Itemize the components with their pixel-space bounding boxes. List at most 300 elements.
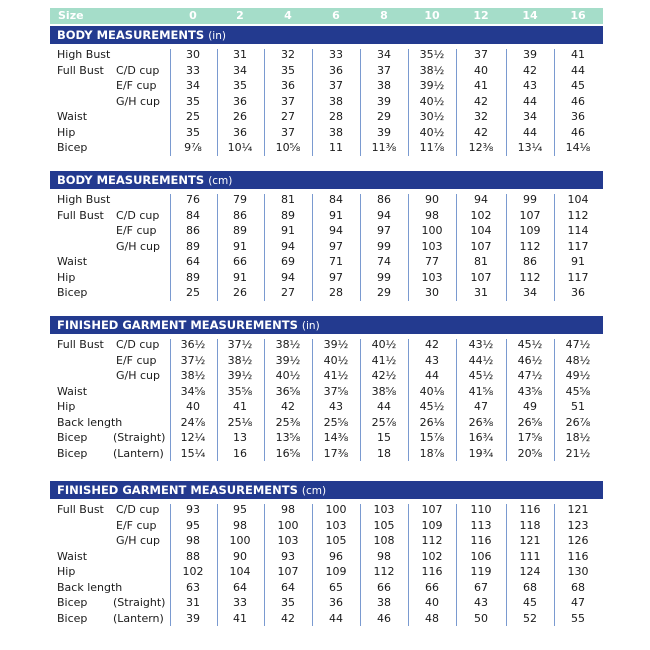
table-cell: 13 (233, 431, 247, 444)
row-label: High Bust (57, 193, 111, 206)
table-cell: 39½ (275, 353, 301, 367)
table-cell: 105 (373, 518, 395, 532)
table-cell: 81 (281, 193, 295, 206)
table-cell: 33 (233, 596, 247, 609)
table-cell: 41⅝ (468, 384, 494, 398)
section-unit: (in) (301, 320, 320, 332)
table-cell: 112 (567, 208, 589, 222)
table-cell: 51 (571, 400, 585, 413)
row-label: Hip (57, 125, 76, 139)
table-cell: 43 (425, 353, 439, 367)
table-cell: 40½ (275, 369, 301, 382)
section-header (50, 171, 603, 189)
row-label: Hip (57, 400, 76, 413)
table-cell: 11 (329, 141, 343, 154)
table-cell: 45 (571, 79, 585, 92)
table-cell: 94 (281, 270, 295, 284)
size-header-label: Size (58, 9, 84, 22)
table-cell: 47½ (517, 369, 543, 382)
size-header-8: 8 (380, 9, 388, 22)
table-cell: 104 (567, 193, 589, 206)
row-label: Full Bust (57, 338, 104, 351)
table-cell: 36½ (180, 338, 206, 351)
table-cell: 20⅝ (517, 446, 543, 460)
column-divider (554, 194, 555, 301)
row-label: Bicep (57, 611, 88, 625)
table-cell: 25⅜ (275, 415, 301, 429)
table-cell: 41½ (371, 353, 397, 367)
column-divider (554, 339, 555, 461)
table-cell: 37 (377, 63, 391, 77)
table-cell: 39 (377, 94, 391, 108)
table-cell: 43½ (468, 338, 494, 351)
table-cell: 39 (523, 48, 537, 61)
table-cell: 38 (329, 94, 343, 108)
table-cell: 116 (567, 549, 589, 563)
table-cell: 43⅝ (517, 384, 543, 398)
table-cell: 44½ (468, 353, 494, 367)
table-cell: 10⅝ (275, 141, 301, 154)
table-cell: 91 (281, 224, 295, 237)
table-cell: 113 (470, 518, 492, 532)
table-cell: 43 (329, 400, 343, 413)
table-cell: 37 (281, 94, 295, 108)
table-cell: 31 (474, 286, 488, 299)
table-cell: 89 (233, 224, 247, 237)
table-cell: 100 (325, 503, 347, 516)
section-header (50, 316, 603, 334)
table-cell: 96 (329, 549, 343, 563)
table-cell: 30½ (419, 110, 445, 123)
column-divider (408, 504, 409, 626)
row-sublabel: C/D cup (116, 208, 160, 222)
table-cell: 94 (474, 193, 488, 206)
row-label: Hip (57, 565, 76, 578)
table-cell: 106 (470, 549, 492, 563)
table-cell: 81 (474, 255, 488, 268)
table-cell: 39 (186, 611, 200, 625)
table-cell: 94 (281, 239, 295, 253)
table-cell: 110 (470, 503, 492, 516)
column-divider (264, 49, 265, 156)
table-cell: 35 (186, 94, 200, 108)
table-cell: 26⅝ (517, 415, 543, 429)
table-cell: 18 (377, 446, 391, 460)
table-cell: 43 (523, 79, 537, 92)
table-cell: 98 (186, 534, 200, 547)
table-cell: 35 (281, 596, 295, 609)
size-header-10: 10 (424, 9, 440, 22)
section-header (50, 481, 603, 499)
table-cell: 26⅛ (419, 415, 445, 429)
table-cell: 91 (329, 208, 343, 222)
column-divider (456, 194, 457, 301)
table-cell: 84 (186, 208, 200, 222)
table-cell: 103 (421, 239, 443, 253)
table-cell: 40½ (371, 338, 397, 351)
table-cell: 94 (329, 224, 343, 237)
table-cell: 91 (233, 239, 247, 253)
column-divider (408, 194, 409, 301)
row-label: Full Bust (57, 208, 104, 222)
table-cell: 111 (519, 549, 541, 563)
table-cell: 99 (377, 270, 391, 284)
table-cell: 109 (519, 224, 541, 237)
row-sublabel: G/H cup (116, 369, 160, 382)
section-title: BODY MEASUREMENTS (57, 28, 205, 42)
table-cell: 116 (470, 534, 492, 547)
table-cell: 97 (377, 224, 391, 237)
table-cell: 32 (474, 110, 488, 123)
row-label: High Bust (57, 48, 111, 61)
table-cell: 32 (281, 48, 295, 61)
table-cell: 112 (421, 534, 443, 547)
table-cell: 29 (377, 286, 391, 299)
column-divider (554, 504, 555, 626)
table-cell: 121 (567, 503, 589, 516)
table-cell: 64 (233, 580, 247, 594)
table-cell: 44 (571, 63, 585, 77)
column-divider (312, 49, 313, 156)
row-sublabel: (Straight) (113, 431, 166, 444)
table-cell: 44 (425, 369, 439, 382)
table-cell: 40½ (323, 353, 349, 367)
table-cell: 116 (519, 503, 541, 516)
table-cell: 16⅝ (275, 446, 301, 460)
table-cell: 35⅝ (227, 384, 253, 398)
table-cell: 107 (470, 239, 492, 253)
table-cell: 38⅝ (371, 384, 397, 398)
table-cell: 40 (186, 400, 200, 413)
table-cell: 33 (186, 63, 200, 77)
row-sublabel: E/F cup (116, 353, 157, 367)
table-cell: 36 (329, 63, 343, 77)
table-cell: 35 (281, 63, 295, 77)
table-cell: 17⅜ (323, 446, 349, 460)
table-cell: 37½ (180, 353, 206, 367)
row-sublabel: (Lantern) (113, 611, 164, 625)
table-cell: 21½ (565, 446, 591, 460)
table-cell: 30 (186, 48, 200, 61)
table-cell: 46 (571, 125, 585, 139)
table-cell: 86 (233, 208, 247, 222)
size-header-4: 4 (284, 9, 292, 22)
table-cell: 40⅛ (419, 384, 445, 398)
table-cell: 25 (186, 110, 200, 123)
table-cell: 68 (523, 580, 537, 594)
table-cell: 11⅞ (419, 141, 445, 154)
table-cell: 37⅝ (323, 384, 349, 398)
table-cell: 130 (567, 565, 589, 578)
table-cell: 48½ (565, 353, 591, 367)
table-cell: 26 (233, 110, 247, 123)
table-cell: 36 (571, 286, 585, 299)
table-cell: 67 (474, 580, 488, 594)
table-cell: 15 (377, 431, 391, 444)
section-unit: (cm) (208, 175, 233, 187)
table-cell: 99 (523, 193, 537, 206)
table-cell: 37½ (227, 338, 253, 351)
table-cell: 38 (329, 125, 343, 139)
column-divider (456, 339, 457, 461)
table-cell: 28 (329, 110, 343, 123)
table-cell: 14⅜ (323, 431, 349, 444)
table-cell: 45 (523, 596, 537, 609)
table-cell: 36 (571, 110, 585, 123)
table-cell: 39½ (419, 79, 445, 92)
table-cell: 52 (523, 611, 537, 625)
table-cell: 86 (377, 193, 391, 206)
table-cell: 99 (377, 239, 391, 253)
table-cell: 97 (329, 239, 343, 253)
table-cell: 98 (233, 518, 247, 532)
column-divider (506, 194, 507, 301)
table-cell: 34 (377, 48, 391, 61)
table-cell: 89 (186, 270, 200, 284)
table-cell: 27 (281, 110, 295, 123)
table-cell: 43 (474, 596, 488, 609)
table-cell: 16 (233, 446, 247, 460)
table-cell: 35 (186, 125, 200, 139)
table-cell: 118 (519, 518, 541, 532)
table-cell: 86 (523, 255, 537, 268)
row-label: Waist (57, 549, 88, 563)
row-label: Waist (57, 110, 88, 123)
table-cell: 45½ (468, 369, 494, 382)
table-cell: 31 (186, 596, 200, 609)
table-cell: 104 (229, 565, 251, 578)
table-cell: 40 (474, 63, 488, 77)
table-cell: 14⅛ (565, 141, 591, 154)
table-cell: 26 (233, 286, 247, 299)
size-header-16: 16 (570, 9, 586, 22)
table-cell: 119 (470, 565, 492, 578)
row-sublabel: E/F cup (116, 224, 157, 237)
table-cell: 97 (329, 270, 343, 284)
table-cell: 37 (474, 48, 488, 61)
table-cell: 49 (523, 400, 537, 413)
table-cell: 13¼ (517, 141, 543, 154)
table-cell: 95 (186, 518, 200, 532)
table-cell: 90 (425, 193, 439, 206)
table-cell: 38 (377, 596, 391, 609)
column-divider (408, 339, 409, 461)
table-cell: 25⅝ (323, 415, 349, 429)
table-cell: 40½ (419, 125, 445, 139)
table-cell: 100 (229, 534, 251, 547)
section-unit: (cm) (301, 485, 327, 497)
table-cell: 42 (474, 125, 488, 139)
table-cell: 24⅞ (180, 415, 206, 429)
table-cell: 45½ (517, 338, 543, 351)
table-cell: 25 (186, 286, 200, 299)
table-cell: 42 (474, 94, 488, 108)
table-cell: 46 (571, 94, 585, 108)
table-cell: 26⅞ (565, 415, 591, 429)
section-unit: (in) (208, 30, 226, 42)
table-cell: 29 (377, 110, 391, 123)
table-cell: 34 (233, 63, 247, 77)
table-cell: 84 (329, 193, 343, 206)
row-label: Hip (57, 270, 76, 284)
table-cell: 124 (519, 565, 541, 578)
table-cell: 44 (523, 94, 537, 108)
table-cell: 90 (233, 549, 247, 563)
table-cell: 50 (474, 611, 488, 625)
table-cell: 44 (377, 400, 391, 413)
row-label: Full Bust (57, 63, 104, 77)
row-label: Bicep (57, 141, 88, 154)
table-cell: 12⅜ (468, 141, 494, 154)
table-cell: 38½ (227, 353, 253, 367)
column-divider (506, 339, 507, 461)
table-cell: 9⅞ (184, 141, 202, 154)
table-cell: 103 (277, 534, 299, 547)
table-cell: 25⅛ (227, 415, 253, 429)
table-cell: 40½ (419, 94, 445, 108)
table-cell: 48 (425, 611, 439, 625)
table-cell: 74 (377, 255, 391, 268)
column-divider (264, 504, 265, 626)
table-cell: 123 (567, 518, 589, 532)
column-divider (506, 504, 507, 626)
row-sublabel: (Straight) (113, 596, 166, 609)
table-cell: 41 (571, 48, 585, 61)
row-label: Bicep (57, 446, 88, 460)
row-label: Bicep (57, 596, 88, 609)
table-cell: 79 (233, 193, 247, 206)
table-cell: 30 (425, 286, 439, 299)
size-header-12: 12 (473, 9, 489, 22)
table-cell: 116 (421, 565, 443, 578)
table-cell: 76 (186, 193, 200, 206)
table-cell: 95 (233, 503, 247, 516)
table-cell: 18⅞ (419, 446, 445, 460)
table-cell: 114 (567, 224, 589, 237)
section-title: BODY MEASUREMENTS (57, 173, 205, 187)
table-cell: 112 (519, 270, 541, 284)
table-cell: 47 (571, 596, 585, 609)
row-label: Bicep (57, 431, 88, 444)
table-cell: 42 (281, 400, 295, 413)
table-cell: 64 (281, 580, 295, 594)
table-cell: 68 (571, 580, 585, 594)
table-cell: 102 (421, 549, 443, 563)
section-title: FINISHED GARMENT MEASUREMENTS (57, 483, 298, 497)
table-cell: 34 (523, 110, 537, 123)
table-cell: 100 (421, 224, 443, 237)
table-cell: 28 (329, 286, 343, 299)
table-cell: 44 (523, 125, 537, 139)
row-label: Waist (57, 255, 88, 268)
table-cell: 112 (373, 565, 395, 578)
table-cell: 36 (233, 125, 247, 139)
table-cell: 71 (329, 255, 343, 268)
table-cell: 64 (186, 255, 200, 268)
column-divider (408, 49, 409, 156)
table-cell: 98 (425, 208, 439, 222)
table-cell: 103 (373, 503, 395, 516)
column-divider (554, 49, 555, 156)
size-header-2: 2 (236, 9, 244, 22)
table-cell: 117 (567, 239, 589, 253)
table-cell: 11⅜ (371, 141, 397, 154)
table-cell: 17⅝ (517, 431, 543, 444)
table-cell: 34 (523, 286, 537, 299)
table-cell: 42 (281, 611, 295, 625)
table-cell: 18½ (565, 431, 591, 444)
table-cell: 39 (377, 125, 391, 139)
column-divider (506, 49, 507, 156)
table-cell: 104 (470, 224, 492, 237)
table-cell: 10¼ (227, 141, 253, 154)
table-cell: 42 (523, 63, 537, 77)
table-cell: 38½ (275, 338, 301, 351)
table-cell: 42½ (371, 369, 397, 382)
column-divider (312, 504, 313, 626)
table-cell: 109 (325, 565, 347, 578)
table-cell: 37 (281, 125, 295, 139)
row-sublabel: G/H cup (116, 534, 160, 547)
table-cell: 55 (571, 611, 585, 625)
table-cell: 107 (470, 270, 492, 284)
table-cell: 102 (470, 208, 492, 222)
table-cell: 112 (519, 239, 541, 253)
table-cell: 44 (329, 611, 343, 625)
table-cell: 89 (186, 239, 200, 253)
table-cell: 27 (281, 286, 295, 299)
table-cell: 91 (571, 255, 585, 268)
table-cell: 38½ (180, 369, 206, 382)
section-title: FINISHED GARMENT MEASUREMENTS (57, 318, 298, 332)
row-sublabel: C/D cup (116, 338, 160, 351)
table-cell: 15⅞ (419, 431, 445, 444)
table-cell: 40 (425, 596, 439, 609)
table-cell: 41 (233, 400, 247, 413)
table-cell: 98 (377, 549, 391, 563)
column-divider (360, 339, 361, 461)
size-header-6: 6 (332, 9, 340, 22)
row-sublabel: G/H cup (116, 94, 160, 108)
row-sublabel: G/H cup (116, 239, 160, 253)
table-cell: 26⅜ (468, 415, 494, 429)
table-cell: 88 (186, 549, 200, 563)
row-label: Bicep (57, 286, 88, 299)
table-cell: 39½ (227, 369, 253, 382)
table-cell: 38½ (419, 63, 445, 77)
table-cell: 89 (281, 208, 295, 222)
table-cell: 103 (421, 270, 443, 284)
table-cell: 93 (186, 503, 200, 516)
table-cell: 86 (186, 224, 200, 237)
row-sublabel: (Lantern) (113, 446, 164, 460)
table-cell: 35½ (419, 48, 445, 61)
table-cell: 38 (377, 79, 391, 92)
table-cell: 66 (233, 255, 247, 268)
table-cell: 34⅝ (180, 384, 206, 398)
column-divider (264, 339, 265, 461)
table-cell: 109 (421, 518, 443, 532)
table-cell: 63 (186, 580, 200, 594)
table-cell: 41 (233, 611, 247, 625)
column-divider (360, 49, 361, 156)
table-cell: 117 (567, 270, 589, 284)
table-cell: 34 (186, 79, 200, 92)
table-cell: 25⅞ (371, 415, 397, 429)
row-label: Full Bust (57, 503, 104, 516)
row-label: Back length (57, 580, 123, 594)
table-cell: 102 (182, 565, 204, 578)
